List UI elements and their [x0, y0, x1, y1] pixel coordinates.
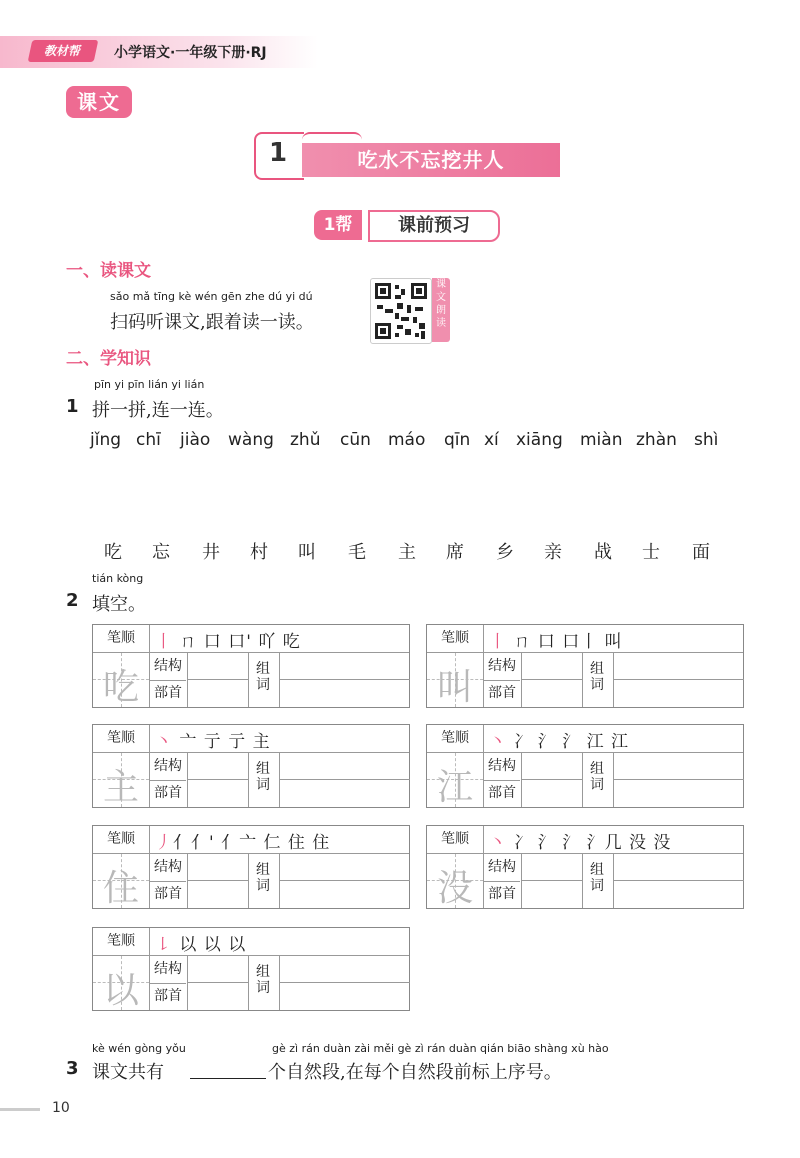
hanzi-item[interactable]: 叫 [298, 542, 316, 563]
words-label: 组词 [590, 862, 604, 894]
hanzi-item[interactable]: 村 [250, 542, 268, 563]
rest-strokes: ㄇ 口 口丨 叫 [507, 632, 623, 652]
stroke-order-label: 笔顺 [93, 928, 150, 955]
stroke-order-label: 笔顺 [427, 725, 484, 752]
qr-code[interactable] [370, 278, 432, 344]
stroke-order-label: 笔顺 [93, 725, 150, 752]
book-title: 小学语文·一年级下册·RJ [114, 45, 267, 61]
practice-char: 叫 [436, 667, 473, 708]
q2-number: 2 [66, 590, 79, 611]
words-answer[interactable] [279, 753, 410, 807]
hanzi-item[interactable]: 井 [202, 542, 220, 563]
structure-radical-answer[interactable] [187, 956, 249, 1010]
q3-text-b: 个自然段,在每个自然段前标上序号。 [268, 1062, 562, 1083]
structure-radical-answer[interactable] [521, 753, 583, 807]
stroke-order-label: 笔顺 [93, 826, 150, 853]
structure-label: 结构 [150, 956, 186, 984]
practice-char: 没 [436, 868, 473, 909]
lesson-number: 1 [268, 138, 288, 168]
stroke-sequence [155, 828, 330, 853]
q1-pinyin: pīn yi pīn lián yi lián [94, 378, 205, 391]
words-label: 组词 [256, 761, 270, 793]
stroke-sequence [489, 828, 671, 853]
radical-label: 部首 [488, 785, 516, 801]
pinyin-item[interactable]: jǐng [90, 430, 122, 450]
stroke-box-1 [426, 624, 744, 708]
structure-radical-answer[interactable] [187, 854, 249, 908]
part1-text: 扫码听课文,跟着读一读。 [110, 312, 314, 333]
hanzi-item[interactable]: 席 [446, 542, 464, 563]
q3-pinyin-b: gè zì rán duàn zài měi gè zì rán duàn qián biāo shàng xù hào [272, 1042, 609, 1055]
first-stroke: 丶 [155, 732, 173, 752]
words-answer[interactable] [279, 653, 410, 707]
part1-pinyin: sǎo mǎ tīng kè wén gēn zhe dú yi dú [110, 290, 313, 303]
pinyin-item[interactable]: xí [484, 430, 499, 450]
practice-char: 主 [102, 767, 139, 808]
radical-label: 部首 [488, 886, 516, 902]
first-stroke: 丨 [155, 632, 173, 652]
first-stroke: 丿 [155, 833, 173, 853]
words-answer[interactable] [613, 653, 744, 707]
part2-heading: 二、学知识 [66, 349, 151, 369]
pinyin-item[interactable]: shì [694, 430, 719, 450]
q3-number: 3 [66, 1058, 79, 1079]
structure-radical-answer[interactable] [521, 854, 583, 908]
q3-pinyin-a: kè wén gòng yǒu [92, 1042, 186, 1055]
prep-label: 课前预习 [368, 210, 500, 242]
hanzi-item[interactable]: 忘 [152, 542, 170, 563]
practice-char: 以 [102, 970, 139, 1011]
rest-strokes: 冫 氵 氵 江 江 [507, 732, 630, 752]
stroke-sequence [155, 727, 271, 752]
rest-strokes: ㄇ 口 口' 吖 吃 [173, 632, 301, 652]
char-grid [427, 854, 484, 908]
footer-line [0, 1108, 40, 1111]
rest-strokes: 亠 亍 亍 主 [173, 732, 271, 752]
q1-text: 拼一拼,连一连。 [92, 400, 224, 421]
hanzi-item[interactable]: 毛 [348, 542, 366, 563]
structure-radical-answer[interactable] [187, 753, 249, 807]
hanzi-item[interactable]: 主 [398, 542, 416, 563]
pinyin-item[interactable]: cūn [340, 430, 371, 450]
radical-label: 部首 [488, 685, 516, 701]
words-label: 组词 [590, 661, 604, 693]
radical-label: 部首 [154, 886, 182, 902]
structure-label: 结构 [484, 854, 520, 882]
structure-label: 结构 [484, 753, 520, 781]
structure-label: 结构 [150, 653, 186, 681]
first-stroke: 丨 [489, 632, 507, 652]
structure-label: 结构 [150, 854, 186, 882]
stroke-box-2 [92, 724, 410, 808]
words-answer[interactable] [613, 854, 744, 908]
first-stroke: 丶 [489, 732, 507, 752]
q1-number: 1 [66, 396, 79, 417]
pinyin-item[interactable]: máo [388, 430, 426, 450]
hanzi-item[interactable]: 士 [642, 542, 660, 563]
stroke-box-3 [426, 724, 744, 808]
lesson-title: 吃水不忘挖井人 [302, 143, 560, 177]
pinyin-item[interactable]: xiāng [516, 430, 563, 450]
hanzi-item[interactable]: 亲 [544, 542, 562, 563]
first-stroke: 丶 [489, 833, 507, 853]
stroke-sequence [155, 627, 301, 652]
pinyin-item[interactable]: qīn [444, 430, 471, 450]
structure-label: 结构 [484, 653, 520, 681]
qr-code-icon [371, 279, 431, 343]
prep-pill: 1帮 [314, 210, 362, 240]
hanzi-item[interactable]: 吃 [104, 542, 122, 563]
lesson-title-frame [302, 132, 362, 142]
char-grid [93, 854, 150, 908]
structure-radical-answer[interactable] [521, 653, 583, 707]
stroke-box-0 [92, 624, 410, 708]
section-tag: 课文 [66, 86, 132, 118]
char-grid [93, 956, 150, 1010]
rest-strokes: 冫 氵 氵 氵几 没 没 [507, 833, 672, 853]
structure-radical-answer[interactable] [187, 653, 249, 707]
char-grid [93, 653, 150, 707]
pinyin-item[interactable]: wàng [228, 430, 274, 450]
words-answer[interactable] [279, 956, 410, 1010]
practice-char: 住 [102, 868, 139, 909]
pinyin-item[interactable]: zhǔ [290, 430, 321, 450]
rest-strokes: 以 以 以 [173, 935, 247, 955]
stroke-box-5 [426, 825, 744, 909]
qr-side-label: 课文朗读 [432, 278, 450, 342]
char-grid [93, 753, 150, 807]
words-answer[interactable] [613, 753, 744, 807]
stroke-sequence [155, 930, 246, 955]
stroke-sequence [489, 627, 623, 652]
stroke-order-label: 笔顺 [93, 625, 150, 652]
practice-char: 吃 [102, 667, 139, 708]
pinyin-item[interactable]: miàn [580, 430, 623, 450]
stroke-box-4 [92, 825, 410, 909]
hanzi-item[interactable]: 战 [594, 542, 612, 563]
q3-text-a: 课文共有 [92, 1062, 164, 1083]
stroke-order-label: 笔顺 [427, 625, 484, 652]
page-number: 10 [52, 1100, 70, 1116]
first-stroke: ㇙ [155, 935, 173, 955]
hanzi-item[interactable]: 乡 [496, 542, 514, 563]
stroke-order-label: 笔顺 [427, 826, 484, 853]
stroke-box-6 [92, 927, 410, 1011]
q2-pinyin: tián kòng [92, 572, 144, 585]
char-grid [427, 653, 484, 707]
brand-logo: 教材帮 [28, 40, 99, 62]
words-label: 组词 [256, 661, 270, 693]
structure-label: 结构 [150, 753, 186, 781]
words-label: 组词 [256, 862, 270, 894]
pinyin-item[interactable]: chī [136, 430, 161, 450]
pinyin-item[interactable]: jiào [180, 430, 211, 450]
radical-label: 部首 [154, 785, 182, 801]
practice-char: 江 [436, 767, 473, 808]
words-answer[interactable] [279, 854, 410, 908]
words-label: 组词 [590, 761, 604, 793]
char-grid [427, 753, 484, 807]
q2-text: 填空。 [92, 594, 146, 615]
q3-answer-blank[interactable] [190, 1078, 266, 1079]
stroke-sequence [489, 727, 629, 752]
words-label: 组词 [256, 964, 270, 996]
radical-label: 部首 [154, 988, 182, 1004]
pinyin-item[interactable]: zhàn [636, 430, 677, 450]
rest-strokes: 亻亻' 亻亠 仁 住 住 [173, 833, 331, 853]
part1-heading: 一、读课文 [66, 261, 151, 281]
hanzi-item[interactable]: 面 [692, 542, 710, 563]
radical-label: 部首 [154, 685, 182, 701]
